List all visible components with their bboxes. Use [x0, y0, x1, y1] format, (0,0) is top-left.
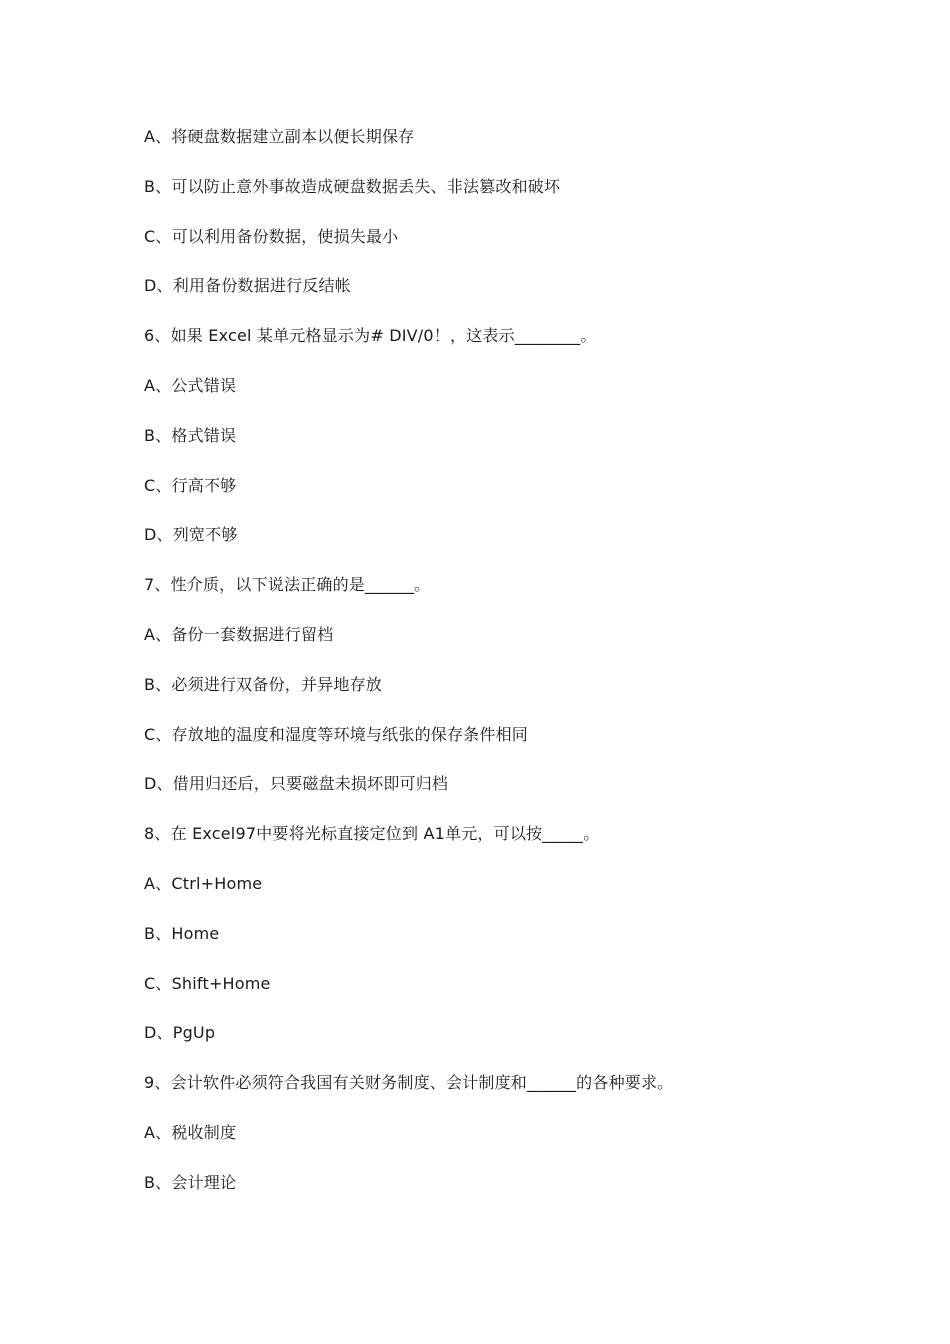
question-line: 6、如果 Excel 某单元格显示为# DIV/0！，这表示________。	[144, 326, 597, 346]
option-line: D、PgUp	[144, 1023, 216, 1043]
option-line: C、可以利用备份数据，使损失最小	[144, 226, 399, 246]
question-line: 9、会计软件必须符合我国有关财务制度、会计制度和______的各种要求。	[144, 1073, 674, 1093]
option-line: C、存放地的温度和湿度等环境与纸张的保存条件相同	[144, 724, 528, 744]
option-line: A、将硬盘数据建立副本以便长期保存	[144, 127, 415, 146]
question-list	[144, 124, 884, 1220]
option-line: B、格式错误	[144, 425, 237, 445]
option-line: B、可以防止意外事故造成硬盘数据丢失、非法篡改和破坏	[144, 176, 561, 196]
option-line: B、会计理论	[144, 1172, 237, 1192]
question-line: 7、性介质，以下说法正确的是______。	[144, 575, 431, 595]
option-line: A、备份一套数据进行留档	[144, 624, 334, 644]
option-line: D、利用备份数据进行反结帐	[144, 276, 351, 296]
option-line: C、行高不够	[144, 475, 237, 495]
option-line: D、列宽不够	[144, 525, 238, 545]
option-line: B、Home	[144, 923, 220, 943]
option-line: C、Shift+Home	[144, 973, 271, 993]
option-line: A、税收制度	[144, 1122, 237, 1142]
option-line: A、公式错误	[144, 375, 237, 395]
option-line: A、Ctrl+Home	[144, 873, 263, 893]
option-line: D、借用归还后，只要磁盘未损坏即可归档	[144, 774, 449, 794]
option-line: B、必须进行双备份，并异地存放	[144, 674, 382, 694]
question-line: 8、在 Excel97中要将光标直接定位到 A1单元，可以按_____。	[144, 824, 600, 844]
